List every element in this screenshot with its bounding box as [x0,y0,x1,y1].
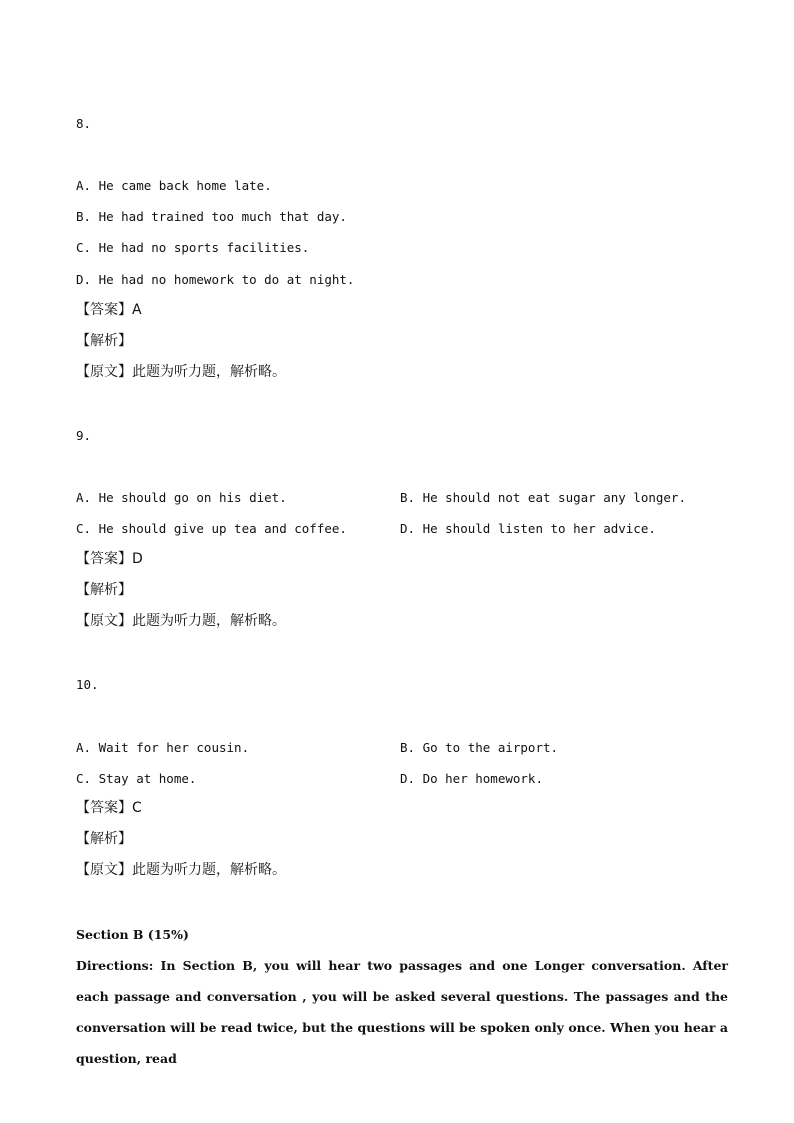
question-10-option-c: C. Stay at home. [76,771,197,786]
question-10-original: 【原文】此题为听力题，解析略。 [76,862,286,878]
question-9-original: 【原文】此题为听力题，解析略。 [76,613,286,629]
question-9-analysis: 【解析】 [76,582,132,598]
question-8-option-d: D. He had no homework to do at night. [76,272,355,287]
section-b-directions: Directions: In Section B, you will hear two passages and one Longer conversation. After each passage and conversation , you will be asked several questions. The passages and the conversation will be read twice, but the questions will be spoken only once. When you hear a question, read [76,958,728,1066]
question-9-option-c: C. He should give up tea and coffee. [76,521,347,536]
question-9-number: 9. [76,428,92,443]
question-10-number: 10. [76,677,99,692]
section-b-title: Section B (15%) [76,927,189,942]
question-10-option-d: D. Do her homework. [400,771,543,786]
question-10-analysis: 【解析】 [76,831,132,847]
question-9-option-a: A. He should go on his diet. [76,490,287,505]
question-9-option-d: D. He should listen to her advice. [400,521,656,536]
question-9-answer: 【答案】D [76,551,143,567]
question-8-original: 【原文】此题为听力题，解析略。 [76,364,286,380]
question-10-option-b: B. Go to the airport. [400,740,559,755]
question-10-option-a: A. Wait for her cousin. [76,740,250,755]
question-8-answer: 【答案】A [76,302,142,318]
question-8-option-b: B. He had trained too much that day. [76,209,347,224]
question-9-option-b: B. He should not eat sugar any longer. [400,490,686,505]
question-8-number: 8. [76,116,92,131]
question-10-answer: 【答案】C [76,800,142,816]
question-8-analysis: 【解析】 [76,333,132,349]
question-8-option-a: A. He came back home late. [76,178,272,193]
question-8-option-c: C. He had no sports facilities. [76,240,310,255]
